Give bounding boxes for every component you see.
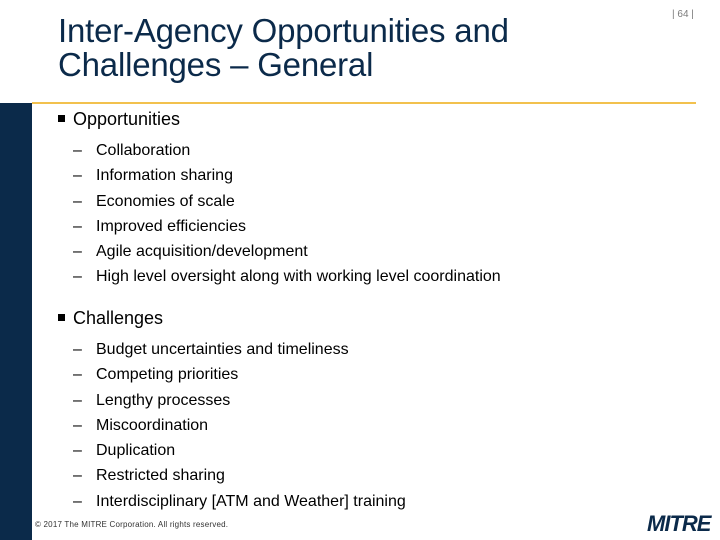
- list-item-text: Collaboration: [96, 142, 191, 159]
- dash-bullet-icon: –: [73, 366, 82, 384]
- section-challenges: [58, 307, 406, 514]
- copyright-notice: © 2017 The MITRE Corporation. All rights reserved.: [35, 520, 229, 529]
- square-bullet-icon: [58, 115, 65, 122]
- list-item-text: Information sharing: [96, 167, 233, 185]
- dash-bullet-icon: –: [73, 416, 82, 434]
- challenges-list: [58, 337, 406, 514]
- mitre-logo: MITRE: [647, 511, 711, 536]
- list-item: [58, 163, 501, 188]
- opportunities-list: [58, 138, 501, 290]
- section-heading: [58, 108, 501, 130]
- dash-bullet-icon: –: [73, 142, 82, 159]
- list-item: [58, 214, 501, 239]
- slide-title: [58, 14, 658, 82]
- section-opportunities: [58, 108, 501, 290]
- list-item-text: Competing priorities: [96, 366, 239, 384]
- list-item: [58, 388, 406, 413]
- list-item-text: Duplication: [96, 442, 176, 460]
- list-item: [58, 362, 406, 387]
- dash-bullet-icon: –: [73, 268, 82, 286]
- list-item: [58, 189, 501, 214]
- list-item: [58, 264, 501, 289]
- section-heading: [58, 307, 406, 329]
- section-heading-text: Challenges: [73, 308, 164, 328]
- dash-bullet-icon: –: [73, 167, 82, 185]
- list-item-text: Agile acquisition/development: [96, 243, 308, 261]
- list-item: [58, 438, 406, 463]
- left-accent-bar: [0, 103, 32, 540]
- list-item-text: Economies of scale: [96, 192, 235, 210]
- list-item: [58, 239, 501, 264]
- dash-bullet-icon: –: [73, 442, 82, 460]
- list-item-text: Interdisciplinary [ATM and Weather] training: [96, 492, 406, 510]
- list-item: [58, 463, 406, 488]
- list-item: [58, 138, 501, 163]
- list-item-text: High level oversight along with working level coordination: [96, 268, 501, 286]
- list-item-text: Improved efficiencies: [96, 217, 246, 235]
- list-item: [58, 337, 406, 362]
- list-item-text: Restricted sharing: [96, 467, 225, 485]
- list-item: [58, 413, 406, 438]
- page-number: | 64 |: [672, 9, 694, 20]
- dash-bullet-icon: –: [73, 341, 82, 358]
- dash-bullet-icon: –: [73, 243, 82, 261]
- title-divider: [32, 102, 696, 104]
- dash-bullet-icon: –: [73, 492, 82, 510]
- dash-bullet-icon: –: [73, 217, 82, 235]
- dash-bullet-icon: –: [73, 467, 82, 485]
- title-line-1: Inter-Agency Opportunities and: [58, 12, 509, 49]
- title-line-2: Challenges – General: [58, 46, 374, 83]
- list-item-text: Miscoordination: [96, 416, 209, 434]
- list-item-text: Budget uncertainties and timeliness: [96, 341, 349, 358]
- dash-bullet-icon: –: [73, 192, 82, 210]
- list-item-text: Lengthy processes: [96, 391, 231, 409]
- square-bullet-icon: [58, 314, 65, 321]
- section-heading-text: Opportunities: [73, 109, 181, 129]
- list-item: [58, 489, 406, 514]
- dash-bullet-icon: –: [73, 391, 82, 409]
